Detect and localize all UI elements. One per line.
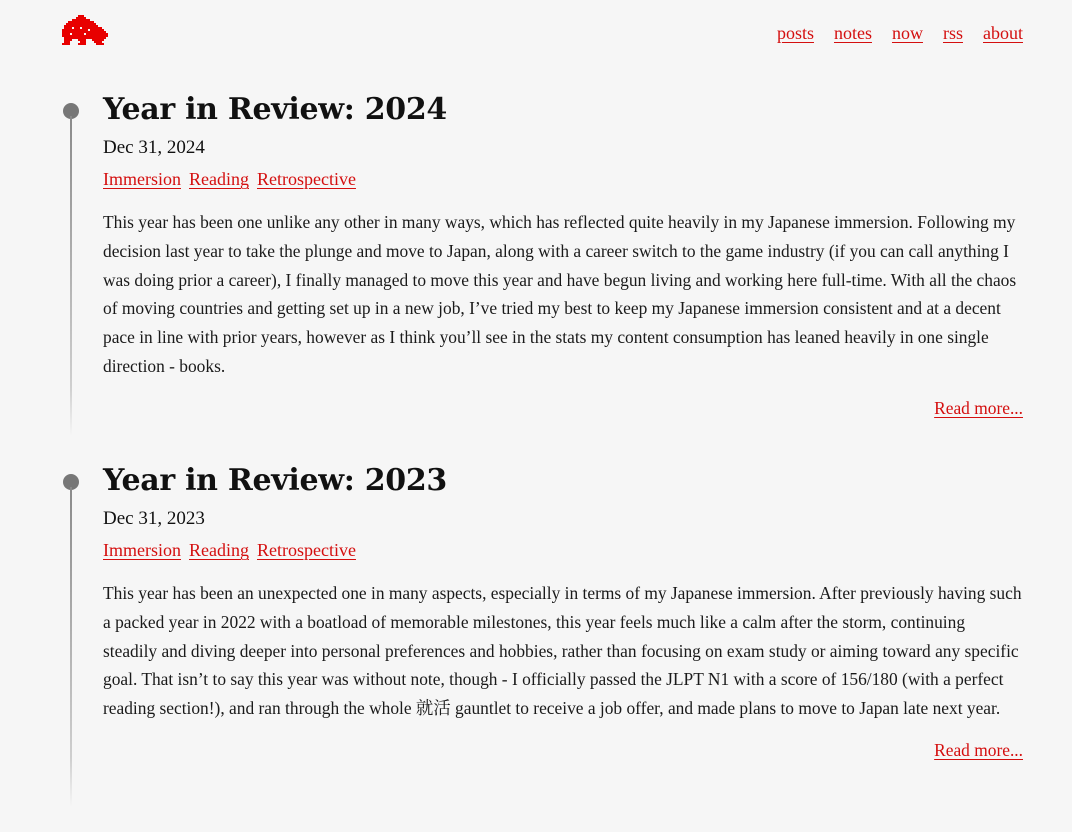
timeline-line [70, 487, 72, 807]
post-excerpt: This year has been one unlike any other in many ways, which has reflected quite heavily in my Japanese immersion. Following my decision last year to take the plunge and move to Japan, along with a career switch to the game industry (if you can call anything I was doing prior a career), I finally managed to move this year and have begun living and working here full-time. With all the chaos of moving countries and getting set up in a new job, I’ve tried my best to keep my Japanese immersion consistent and at a decent pace in line with prior years, however as I think you’ll see in the stats my content consumption has leaned heavily in one single direction - books. [103, 212, 1017, 376]
post-excerpt: This year has been an unexpected one in many aspects, especially in terms of my Japanese immersion. After previously having such a packed year in 2022 with a boatload of memorable milestones, this year feels much like a calm after the storm, continuing steadily and diving deeper into personal preferences and hobbies, rather than focusing on exam study or aiming toward any specific goal. That isn’t to say this year was without note, though - I officially passed the JLPT N1 with a score of 156/180 (with a perfect reading section!), and ran through the whole 就活 gauntlet to receive a job offer, and made plans to move to Japan late next year. [103, 583, 1022, 719]
site-header [0, 0, 1072, 70]
tag-link-retrospective[interactable]: Retrospective [257, 540, 356, 560]
read-more-link[interactable]: Read more... [934, 740, 1023, 761]
post-tags [103, 167, 1023, 191]
pixel-dinosaur-logo-icon[interactable] [62, 15, 108, 47]
post-entry [0, 90, 1072, 461]
tag-link-immersion[interactable]: Immersion [103, 540, 181, 560]
tag-link-retrospective[interactable]: Retrospective [257, 169, 356, 189]
read-more-link[interactable]: Read more... [934, 398, 1023, 419]
post-date: Dec 31, 2023 [103, 508, 205, 529]
nav-link-notes[interactable]: notes [833, 23, 872, 43]
post-title[interactable]: Year in Review: 2023 [103, 463, 448, 498]
nav-link-rss[interactable]: rss [942, 23, 963, 43]
post-entry [0, 461, 1072, 832]
tag-link-reading[interactable]: Reading [189, 169, 249, 189]
post-list [0, 90, 1072, 832]
main-nav [777, 23, 1023, 44]
post-date: Dec 31, 2024 [103, 137, 205, 158]
nav-link-about[interactable]: about [983, 23, 1023, 43]
post-tags [103, 538, 1023, 562]
nav-link-posts[interactable]: posts [776, 23, 814, 43]
nav-link-now[interactable]: now [891, 23, 923, 43]
tag-link-reading[interactable]: Reading [189, 540, 249, 560]
tag-link-immersion[interactable]: Immersion [103, 169, 181, 189]
post-title[interactable]: Year in Review: 2024 [103, 92, 448, 127]
timeline-line [70, 116, 72, 436]
